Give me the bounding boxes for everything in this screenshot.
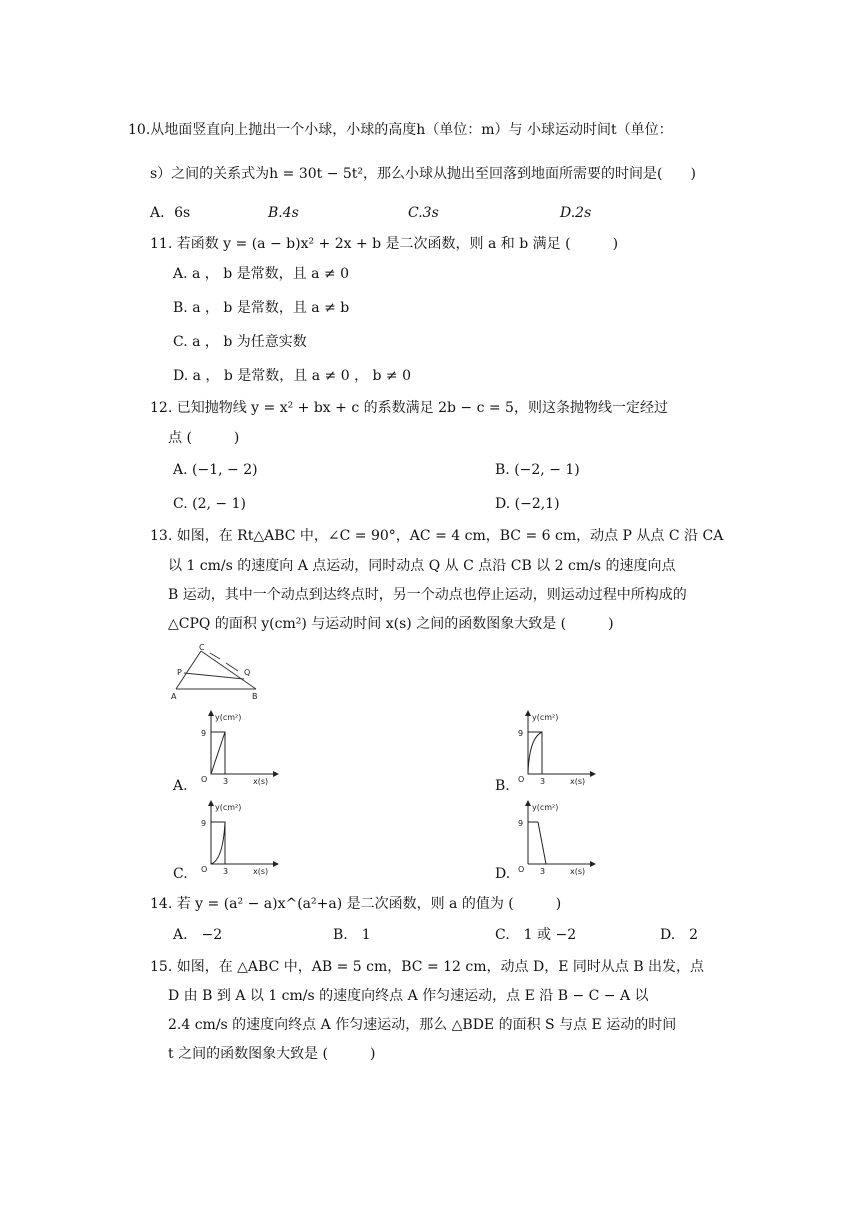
- q11-stem: 11. 若函数 y = (a − b)x² + 2x + b 是二次函数，则 a 和 b 满足 ( ): [150, 236, 619, 252]
- q14-option-b: B. 1: [333, 927, 371, 943]
- q12-line2: 点 ( ): [168, 430, 240, 446]
- q13-triangle-figure: [168, 645, 268, 700]
- q10-option-a: A．6s: [150, 205, 191, 221]
- q14-option-d: D. 2: [660, 927, 699, 943]
- q15-line2: D 由 B 到 A 以 1 cm/s 的速度向终点 A 作匀速运动，点 E 沿 B − C − A 以: [168, 988, 649, 1004]
- q13-option-a: A.: [173, 778, 188, 794]
- q14-option-c: C. 1 或 −2: [495, 927, 577, 943]
- q13-line3: B 运动，其中一个动点到达终点时，另一个动点也停止运动，则运动过程中所构成的: [168, 587, 687, 603]
- q10-option-b: B.4s: [268, 205, 299, 221]
- q11-option-b: B. a ， b 是常数，且 a ≠ b: [173, 300, 350, 316]
- graph-c-xlabel: x(s): [253, 867, 269, 876]
- tri-label-a: A: [171, 692, 177, 701]
- graph-b-ytick: 9: [518, 729, 524, 738]
- q12-option-c: C. (2, − 1): [173, 496, 246, 512]
- q11-option-a: A. a ， b 是常数，且 a ≠ 0: [173, 266, 350, 282]
- q10-line2: s）之间的关系式为h = 30t − 5t²，那么小球从抛出至回落到地面所需要的时间是( ): [150, 166, 696, 182]
- tri-label-p: P: [177, 668, 182, 677]
- q13-option-d: D.: [495, 866, 511, 882]
- q14-stem: 14. 若 y = (a² − a)x^(a²+a) 是二次函数，则 a 的值为 ( ): [150, 896, 562, 912]
- q15-line3: 2.4 cm/s 的速度向终点 A 作匀速运动，那么 △BDE 的面积 S 与点 E 运动的时间: [168, 1017, 677, 1033]
- graph-a-ytick: 9: [201, 729, 207, 738]
- graph-d-origin: O: [518, 865, 525, 874]
- graph-d-xtick: 3: [540, 867, 546, 876]
- graph-c-ytick: 9: [201, 819, 207, 828]
- graph-d-xlabel: x(s): [570, 867, 586, 876]
- graph-a-ylabel: y(cm²): [215, 713, 242, 722]
- graph-b-ylabel: y(cm²): [532, 713, 559, 722]
- q13-line4: △CPQ 的面积 y(cm²) 与运动时间 x(s) 之间的函数图象大致是 ( ): [168, 616, 614, 632]
- q13-graph-b: [512, 710, 592, 789]
- graph-a-xlabel: x(s): [253, 777, 269, 786]
- q13-line1: 13. 如图，在 Rt△ABC 中，∠C = 90°，AC = 4 cm，BC = 6 cm，动点 P 从点 C 沿 CA: [150, 528, 724, 544]
- tri-label-c: C: [199, 643, 205, 652]
- q10-option-c: C.3s: [408, 205, 439, 221]
- graph-d-ytick: 9: [518, 819, 524, 828]
- q12-option-a: A. (−1, − 2): [173, 462, 258, 478]
- q15-line1: 15. 如图，在 △ABC 中，AB = 5 cm，BC = 12 cm，动点 D，E 同时从点 B 出发，点: [150, 959, 705, 975]
- q11-option-d: D. a ， b 是常数，且 a ≠ 0 ， b ≠ 0: [173, 368, 412, 384]
- graph-b-xlabel: x(s): [570, 777, 586, 786]
- q10-line1: 10.从地面竖直向上抛出一个小球，小球的高度h（单位：m）与 小球运动时间t（单位：: [128, 122, 673, 138]
- q12-option-d: D. (−2,1): [495, 496, 560, 512]
- q13-graph-d: [512, 800, 592, 879]
- q15-line4: t 之间的函数图象大致是 ( ): [168, 1046, 376, 1062]
- graph-c-xtick: 3: [223, 867, 229, 876]
- q13-line2: 以 1 cm/s 的速度向 A 点运动，同时动点 Q 从 C 点沿 CB 以 2 cm/s 的速度向点: [168, 558, 676, 574]
- q12-option-b: B. (−2, − 1): [495, 462, 580, 478]
- q11-option-c: C. a ， b 为任意实数: [173, 334, 307, 350]
- q14-option-a: A. −2: [173, 927, 223, 943]
- q13-graph-a: [195, 710, 275, 789]
- graph-a-xtick: 3: [223, 777, 229, 786]
- q13-option-c: C.: [173, 866, 188, 882]
- graph-b-origin: O: [518, 775, 525, 784]
- graph-c-origin: O: [201, 865, 208, 874]
- q13-graph-c: [195, 800, 275, 879]
- graph-d-ylabel: y(cm²): [532, 803, 559, 812]
- tri-label-b: B: [252, 692, 258, 701]
- tri-label-q: Q: [244, 668, 251, 677]
- graph-c-ylabel: y(cm²): [215, 803, 242, 812]
- q13-option-b: B.: [495, 778, 510, 794]
- q10-option-d: D.2s: [560, 205, 592, 221]
- graph-b-xtick: 3: [540, 777, 546, 786]
- q12-line1: 12. 已知抛物线 y = x² + bx + c 的系数满足 2b − c = 5，则这条抛物线一定经过: [150, 400, 668, 416]
- graph-a-origin: O: [201, 775, 208, 784]
